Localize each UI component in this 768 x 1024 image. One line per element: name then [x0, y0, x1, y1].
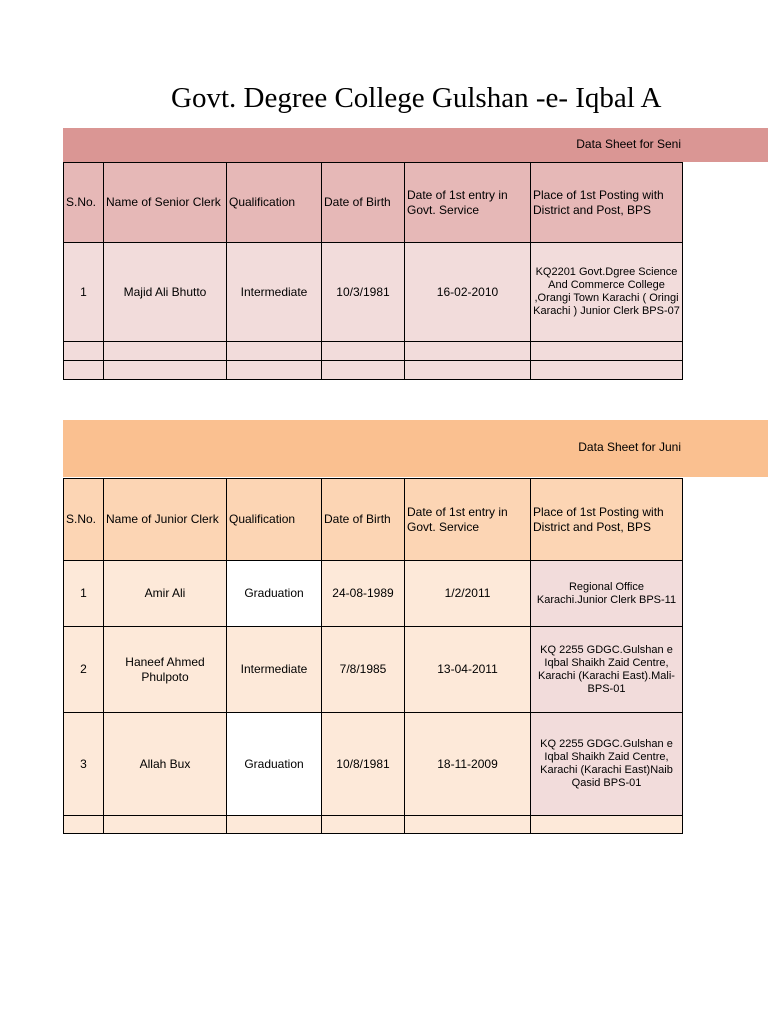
senior-clerk-banner-label: Data Sheet for Seni: [576, 137, 681, 151]
header-entry-date: Date of 1st entry in Govt. Service: [405, 163, 531, 243]
cell-entry-date: 16-02-2010: [405, 243, 531, 342]
cell-name: Majid Ali Bhutto: [104, 243, 227, 342]
header-posting: Place of 1st Posting with District and Post, BPS: [531, 163, 683, 243]
table-row: [64, 627, 683, 713]
cell-posting: KQ2201 Govt.Dgree Science And Commerce College ,Orangi Town Karachi ( Oringi Karachi ) Junior Clerk BPS-07: [531, 243, 683, 342]
cell-dob: 7/8/1985: [322, 627, 405, 713]
cell-posting: KQ 2255 GDGC.Gulshan e Iqbal Shaikh Zaid Centre, Karachi (Karachi East)Naib Qasid BPS-01: [531, 713, 683, 816]
cell-name: Haneef Ahmed Phulpoto: [104, 627, 227, 713]
table-row: [64, 243, 683, 342]
header-dob: Date of Birth: [322, 163, 405, 243]
cell-dob: 10/8/1981: [322, 713, 405, 816]
cell-entry-date: 13-04-2011: [405, 627, 531, 713]
header-qualification: Qualification: [227, 163, 322, 243]
header-sno: S.No.: [64, 479, 104, 561]
table-row-empty: [64, 361, 683, 380]
header-posting: Place of 1st Posting with District and Post, BPS: [531, 479, 683, 561]
header-sno: S.No.: [64, 163, 104, 243]
cell-sno: 1: [64, 243, 104, 342]
table-header-row: [64, 163, 683, 243]
header-dob: Date of Birth: [322, 479, 405, 561]
cell-dob: 10/3/1981: [322, 243, 405, 342]
cell-entry-date: 18-11-2009: [405, 713, 531, 816]
cell-posting: KQ 2255 GDGC.Gulshan e Iqbal Shaikh Zaid Centre, Karachi (Karachi East).Mali-BPS-01: [531, 627, 683, 713]
header-entry-date: Date of 1st entry in Govt. Service: [405, 479, 531, 561]
junior-clerk-banner: [63, 420, 768, 477]
header-name: Name of Junior Clerk: [104, 479, 227, 561]
table-row-empty: [64, 816, 683, 834]
cell-dob: 24-08-1989: [322, 561, 405, 627]
cell-posting: Regional Office Karachi.Junior Clerk BPS-11: [531, 561, 683, 627]
cell-qualification: Graduation: [227, 561, 322, 627]
cell-qualification: Graduation: [227, 713, 322, 816]
junior-clerk-banner-label: Data Sheet for Juni: [578, 440, 681, 454]
cell-name: Amir Ali: [104, 561, 227, 627]
cell-name: Allah Bux: [104, 713, 227, 816]
page-title: Govt. Degree College Gulshan -e- Iqbal A: [171, 82, 662, 114]
cell-entry-date: 1/2/2011: [405, 561, 531, 627]
cell-sno: 3: [64, 713, 104, 816]
table-row-empty: [64, 342, 683, 361]
cell-sno: 1: [64, 561, 104, 627]
senior-clerk-banner: [63, 128, 768, 162]
table-row: [64, 713, 683, 816]
table-header-row: [64, 479, 683, 561]
header-qualification: Qualification: [227, 479, 322, 561]
senior-clerk-table: [63, 162, 683, 380]
cell-sno: 2: [64, 627, 104, 713]
cell-qualification: Intermediate: [227, 627, 322, 713]
table-row: [64, 561, 683, 627]
cell-qualification: Intermediate: [227, 243, 322, 342]
junior-clerk-table: [63, 478, 683, 834]
header-name: Name of Senior Clerk: [104, 163, 227, 243]
